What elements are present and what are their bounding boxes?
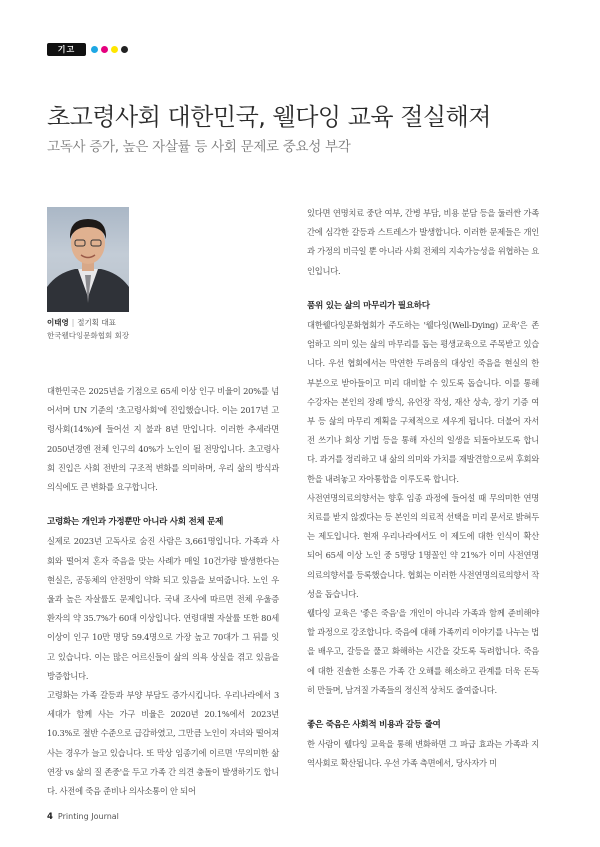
body-paragraph: 사전연명의료의향서는 향후 임종 과정에 들어설 때 무의미한 연명치료를 받지 않겠다는 등 본인의 의료적 선택을 미리 문서로 밝혀두는 제도입니다. 현재 우리나라에서도 이 제도에 대한 인식이 확산 되어 65세 이상 노인 중 5명당 1명꼴인 약 21%가 이미 사전연명의료의향서를 등록했습니다. 협회는 이러한 사전연명의료의향서 작성을 돕습니다.: [307, 492, 539, 599]
body-paragraph: 한 사람이 웰다잉 교육을 통해 변화하면 그 파급 효과는 가족과 지역사회로 확산됩니다. 우선 가족 측면에서, 당사자가 미: [307, 739, 539, 769]
section-tag: 기고: [47, 43, 86, 56]
body-paragraph: 웰다잉 교육은 '좋은 죽음'을 개인이 아니라 가족과 함께 준비해야 할 과정으로 강조합니다. 죽음에 대해 가족끼리 이야기를 나누는 법을 배우고, 갈등을 풀고 화해하는 시간을 갖도록 독려합니다. 죽음에 대한 진솔한 소통은 가족 간 오해를 해소하고 관계를 더욱 돈독히 만들며, 남겨질 가족들의 정신적 상처도 줄여줍니다.: [307, 608, 539, 695]
author-line: [47, 317, 116, 328]
section-heading: 품위 있는 삶의 마무리가 필요하다: [307, 300, 430, 311]
body-paragraph: 고령화는 가족 갈등과 부양 부담도 증가시킵니다. 우리나라에서 3세대가 함께 사는 가구 비율은 2020년 20.1%에서 2023년 10.3%로 절반 수준으로 급감하였고, 그만큼 노인이 자녀와 떨어져 사는 경우가 늘고 있습니다. 또 막상 임종기에 이르면 '무의미한 삶 연장 vs 삶의 질 존중'을 두고 가족 간 의견 충돌이 발생하기도 합니다. 사전에 죽음 준비나 의사소통이 안 되어: [47, 690, 279, 797]
intro-paragraph: 대한민국은 2025년을 기점으로 65세 이상 인구 비율이 20%를 넘어서며 UN 기준의 '초고령사회'에 진입했습니다. 이는 2017년 고령사회(14%)에 들어선 지 불과 8년 만입니다. 이러한 추세라면 2050년경엔 전체 인구의 40%가 노인이 될 전망입니다. 초고령사회 진입은 사회 전반의 구조적 변화를 의미하며, 우리 삶의 방식과 의식에도 큰 변화를 요구합니다.: [47, 386, 279, 493]
author-portrait-icon: [47, 207, 129, 312]
publication-name: Printing Journal: [57, 812, 119, 821]
yellow-dot: [111, 46, 118, 53]
left-column: [47, 382, 279, 801]
section-heading: 고령화는 개인과 가정뿐만 아니라 사회 전체 문제: [47, 517, 224, 528]
page-footer: [47, 812, 119, 822]
black-dot: [121, 46, 128, 53]
author-photo: [47, 207, 129, 312]
body-paragraph: 있다면 연명치료 중단 여부, 간병 부담, 비용 분담 등을 둘러싼 가족 간에 심각한 갈등과 스트레스가 발생합니다. 이러한 문제들은 개인과 가정의 비극일 뿐 아니라 사회 전체의 지속가능성을 위협하는 요인입니다.: [307, 208, 539, 276]
separator: |: [71, 318, 75, 327]
cyan-dot: [91, 46, 98, 53]
article-subtitle: 고독사 증가, 높은 자살률 등 사회 문제로 중요성 부각: [47, 139, 351, 155]
author-affiliation: 한국웰다잉문화협회 회장: [47, 331, 130, 340]
body-paragraph: 실제로 2023년 고독사로 숨진 사람은 3,661명입니다. 가족과 사회와 떨어져 혼자 죽음을 맞는 사례가 매일 10건가량 발생한다는 현실은, 공동체의 안전망이 약화 되고 있음을 보여줍니다. 노인 우울과 높은 자살률도 문제입니다. 국내 조사에 따르면 전체 우울증 환자의 약 35.7%가 60대 이상입니다. 연령대별 자살률 또한 80세 이상이 인구 10만 명당 59.4명으로 가장 높고 70대가 그 뒤를 잇고 있습니다. 이는 많은 어르신들이 삶의 의욕 상실을 겪고 있음을 방증합니다.: [47, 536, 279, 681]
right-column: [307, 204, 539, 774]
section-tag-row: [47, 43, 128, 56]
page-number: 4: [47, 812, 53, 822]
body-paragraph: 대한웰다잉문화협회가 주도하는 '웰다잉(Well-Dying) 교육'은 존엄하고 의미 있는 삶의 마무리를 돕는 평생교육으로 주목받고 있습니다. 우선 협회에서는 막연한 두려움의 대상인 죽음을 현실의 한 부분으로 받아들이고 미리 대비할 수 있도록 돕습니다. 이를 통해 수강자는 본인의 장례 방식, 유언장 작성, 재산 상속, 장기 기증 여부 등 삶의 마무리 계획을 구체적으로 세우게 됩니다. 더불어 자서전 쓰기나 회상 기법 등을 통해 자신의 일생을 되돌아보도록 합니다. 과거를 정리하고 내 삶의 의미와 가치를 재발견함으로써 후회와 한을 내려놓고 자아통합을 이루도록 합니다.: [307, 320, 539, 484]
author-role: 절기획 대표: [77, 318, 116, 327]
article-title: 초고령사회 대한민국, 웰다잉 교육 절실해져: [47, 103, 491, 131]
author-name: 이태영: [47, 318, 69, 327]
section-heading: 좋은 죽음은 사회적 비용과 갈등 줄여: [307, 720, 441, 731]
magenta-dot: [101, 46, 108, 53]
